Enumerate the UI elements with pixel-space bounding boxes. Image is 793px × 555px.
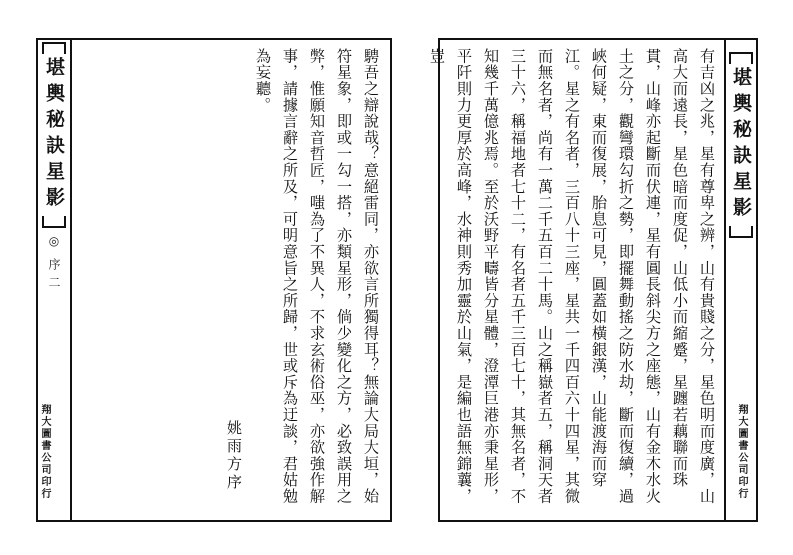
bracket-bottom: [729, 226, 753, 238]
left-frame-bottom: [36, 520, 392, 522]
preface-signature: 姚雨方序: [225, 420, 243, 492]
left-frame-right: [390, 38, 392, 522]
right-frame-left: [438, 38, 440, 522]
left-frame-top: [36, 38, 392, 40]
circle-ornament: ◎: [47, 234, 61, 258]
right-frame-top: [438, 38, 756, 40]
left-frame-inner: [70, 38, 72, 522]
right-frame-inner: [724, 38, 726, 522]
folio-label: [46, 234, 63, 294]
bracket-top: [729, 52, 753, 64]
publisher-imprint: 翔大圖書公司印行: [39, 404, 50, 500]
book-title: 堪輿秘訣星影: [43, 57, 65, 213]
left-frame-outer: [36, 38, 38, 522]
book-title: 堪輿秘訣星影: [730, 67, 752, 223]
left-title-tab: [41, 42, 67, 228]
right-frame-bottom: [438, 520, 756, 522]
main-text: 有吉凶之兆，星有尊卑之辨，山有貴賤之分，星色明而度廣，山高大而遠長，星色暗而度促，山低小而縮蹙，星躔若藕聯而珠貫，山峰亦起斷而伏連，星有圓長斜尖方之座態，山有金木水火土之分，觀彎環勾折之勢，即擺舞動搖之防水劫，斷而復續，過峽何疑，東而復展，胎息可見，圓蓋如橫銀漢，山能渡海而穿江。星之有名者，三百八十三座，星共一千四百六十四星，其微而無名者，尚有一萬二千五百二十馬。山之稱嶽者五，稱洞天者三十六，稱福地者七十二，有名者五千三百七十，其無名者，不知幾千萬億兆焉。至於沃野平疇皆分星體，澄潭巨港亦秉星形，平阡則力更厚於高峰，水神則秀加靈於山氣，是編也語無錦蘘，豈: [428, 48, 716, 505]
preface-text: 騁吾之辯說哉？意絕雷同，亦欲言所獨得耳？無論大局大垣，始符星象，即或一勾一搭，亦類星形，倘少變化之方，必致誤用之弊，惟願知音哲匠，嗤為了不異人，不求玄術俗巫，亦欲強作解事，請據言辭之所及，可明意旨之所歸，世或斥為迂談，君姑勉為妄聽。: [254, 48, 380, 505]
left-page: [0, 0, 396, 555]
bracket-bottom: [42, 216, 66, 228]
right-frame-outer: [756, 38, 758, 522]
bracket-top: [42, 42, 66, 54]
publisher-imprint: 翔大圖書公司印行: [736, 404, 747, 500]
right-page: [396, 0, 793, 555]
folio-section: 序二: [47, 258, 61, 294]
right-title-tab: [728, 52, 754, 238]
